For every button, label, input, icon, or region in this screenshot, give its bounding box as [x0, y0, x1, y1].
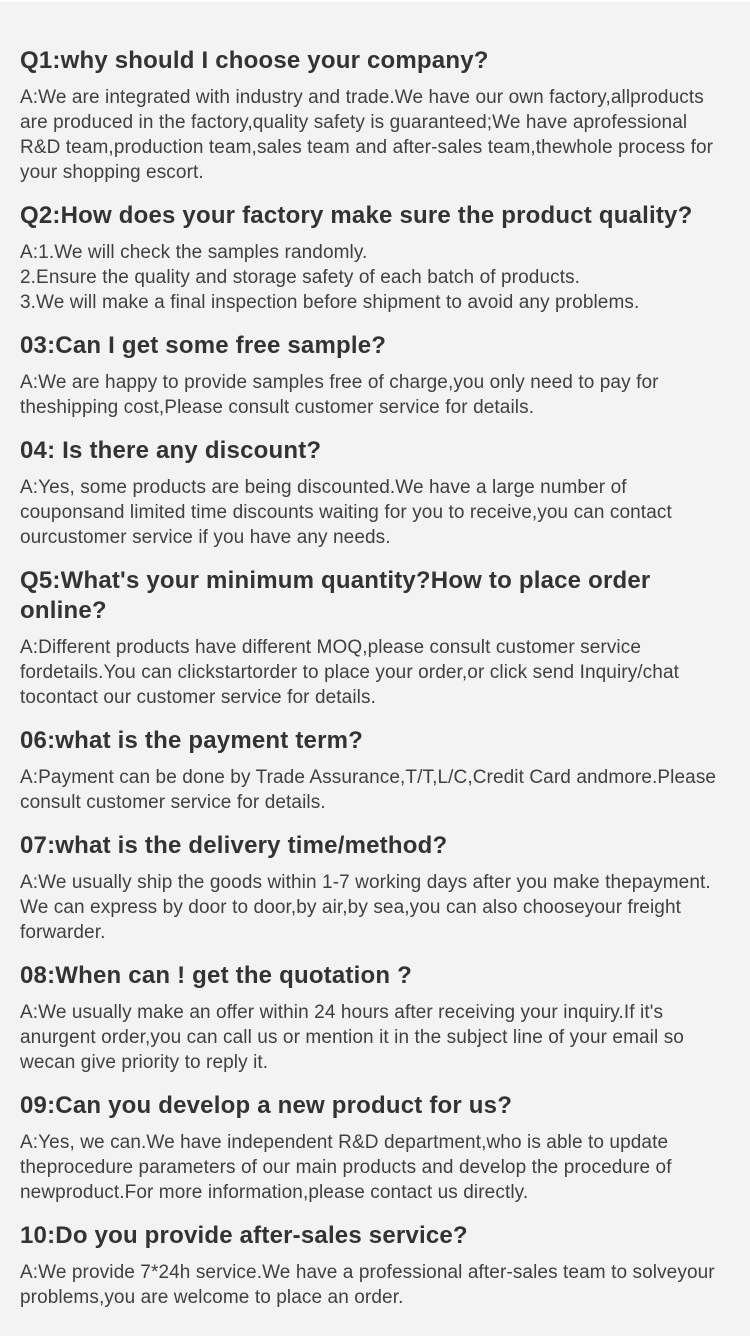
faq-answer-line: 2.Ensure the quality and storage safety of each batch of products.: [20, 267, 581, 288]
faq-item: [20, 1221, 730, 1310]
faq-item: [20, 961, 730, 1075]
faq-answer-line: A:Yes, some products are being discounted.We have a large number of couponsand limited time discounts waiting for you to receive,you can contact ourcustomer service if you have any needs.: [20, 477, 672, 548]
faq-question: 06:what is the payment term?: [20, 727, 364, 754]
faq-item: [20, 1091, 730, 1205]
faq-item: [20, 566, 730, 710]
faq-answer-line: A:We are integrated with industry and trade.We have our own factory,allproducts are produced in the factory,quality safety is guaranteed;We have aprofessional R&D team,production team,sales team and after-sales team,thewhole process for your shopping escort.: [20, 87, 714, 183]
faq-answer: [20, 85, 730, 185]
faq-answer: [20, 870, 730, 945]
faq-answer: [20, 1130, 730, 1205]
faq-answer: [20, 240, 730, 315]
faq-question: 04: Is there any discount?: [20, 437, 322, 464]
faq-answer: [20, 370, 730, 420]
faq-answer: [20, 635, 730, 710]
faq-answer-line: A:We provide 7*24h service.We have a professional after-sales team to solveyour problems,you are welcome to place an order.: [20, 1262, 715, 1308]
faq-question: 09:Can you develop a new product for us?: [20, 1092, 513, 1119]
faq-item: [20, 331, 730, 420]
faq-answer-line: 3.We will make a final inspection before shipment to avoid any problems.: [20, 292, 640, 313]
faq-item: [20, 201, 730, 315]
faq-question: Q5:What's your minimum quantity?How to place order online?: [20, 567, 651, 624]
faq-question: 07:what is the delivery time/method?: [20, 832, 448, 859]
faq-answer-line: A:1.We will check the samples randomly.: [20, 242, 368, 263]
faq-answer: [20, 1260, 730, 1310]
faq-item: [20, 831, 730, 945]
faq-answer-line: A:We are happy to provide samples free of charge,you only need to pay for theshipping cost,Please consult customer service for details.: [20, 372, 659, 418]
faq-item: [20, 726, 730, 815]
faq-answer: [20, 1000, 730, 1075]
faq-answer-line: A:Yes, we can.We have independent R&D department,who is able to update theprocedure parameters of our main products and develop the procedure of newproduct.For more information,please contact us directly.: [20, 1132, 672, 1203]
faq-question: 10:Do you provide after-sales service?: [20, 1222, 468, 1249]
faq-answer: [20, 765, 730, 815]
faq-question: 03:Can I get some free sample?: [20, 332, 387, 359]
faq-answer-line: A:We usually make an offer within 24 hours after receiving your inquiry.If it's anurgent order,you can call us or mention it in the subject line of your email so wecan give priority to reply it.: [20, 1002, 684, 1073]
faq-page: [0, 2, 750, 1336]
faq-item: [20, 46, 730, 185]
faq-question: Q2:How does your factory make sure the product quality?: [20, 202, 693, 229]
faq-answer-line: A:We usually ship the goods within 1-7 working days after you make thepayment. We can express by door to door,by air,by sea,you can also chooseyour freight forwarder.: [20, 872, 711, 943]
faq-answer-line: A:Different products have different MOQ,please consult customer service fordetails.You can clickstartorder to place your order,or click send Inquiry/chat tocontact our customer service for details.: [20, 637, 679, 708]
faq-answer-line: A:Payment can be done by Trade Assurance,T/T,L/C,Credit Card andmore.Please consult customer service for details.: [20, 767, 717, 813]
faq-list: [20, 46, 730, 1310]
faq-answer: [20, 475, 730, 550]
faq-question: 08:When can ! get the quotation ?: [20, 962, 412, 989]
faq-question: Q1:why should I choose your company?: [20, 47, 489, 74]
faq-item: [20, 436, 730, 550]
